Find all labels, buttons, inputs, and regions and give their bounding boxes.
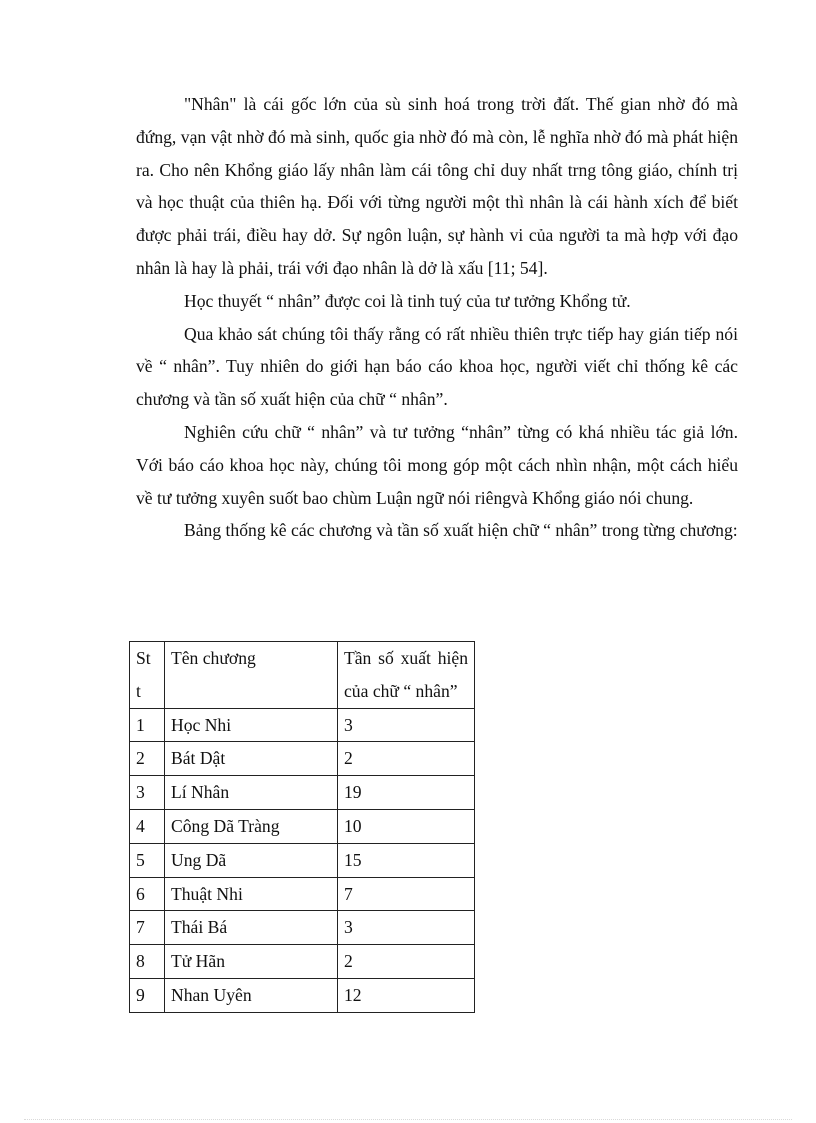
table-row [130, 843, 475, 877]
cell-frequency: 12 [338, 978, 475, 1012]
cell-stt: 1 [130, 708, 165, 742]
paragraph-hoc-thuyet: Học thuyết “ nhân” được coi là tinh tuý của tư tưởng Khổng tử. [184, 290, 631, 311]
table-row [130, 978, 475, 1012]
table-row [130, 776, 475, 810]
cell-stt: 3 [130, 776, 165, 810]
header-frequency: Tần số xuất hiện của chữ “ nhân” [338, 642, 475, 709]
table-row [130, 742, 475, 776]
cell-chapter: Học Nhi [165, 708, 338, 742]
cell-stt: 6 [130, 877, 165, 911]
table-row [130, 945, 475, 979]
cell-chapter: Nhan Uyên [165, 978, 338, 1012]
table-row [130, 911, 475, 945]
frequency-table [129, 641, 475, 1013]
cell-stt: 8 [130, 945, 165, 979]
cell-chapter: Bát Dật [165, 742, 338, 776]
cell-chapter: Thái Bá [165, 911, 338, 945]
cell-stt: 4 [130, 809, 165, 843]
table-row [130, 877, 475, 911]
cell-frequency: 19 [338, 776, 475, 810]
paragraph-table-caption: Bảng thống kê các chương và tần số xuất hiện chữ “ nhân” trong từng chương: [184, 520, 738, 541]
cell-chapter: Tử Hãn [165, 945, 338, 979]
table-header-row [130, 642, 475, 709]
cell-chapter: Công Dã Tràng [165, 809, 338, 843]
body-text [136, 88, 738, 547]
cell-frequency: 3 [338, 911, 475, 945]
cell-frequency: 10 [338, 809, 475, 843]
cell-stt: 7 [130, 911, 165, 945]
cell-frequency: 15 [338, 843, 475, 877]
cell-chapter: Thuật Nhi [165, 877, 338, 911]
cell-chapter: Ung Dã [165, 843, 338, 877]
header-chapter-name: Tên chương [165, 642, 338, 709]
cell-frequency: 3 [338, 708, 475, 742]
cell-frequency: 2 [338, 945, 475, 979]
paragraph-nghien-cuu: Nghiên cứu chữ “ nhân” và tư tưởng “nhân” từng có khá nhiều tác giả lớn. Với báo cáo khoa học này, chúng tôi mong góp một cách nhìn nhận, một cách hiểu về tư tưởng xuyên suốt bao chùm Luận ngữ nói riêngvà Khổng giáo nói chung. [136, 421, 738, 508]
cell-stt: 9 [130, 978, 165, 1012]
cell-frequency: 2 [338, 742, 475, 776]
cell-frequency: 7 [338, 877, 475, 911]
table-row [130, 708, 475, 742]
cell-stt: 5 [130, 843, 165, 877]
table-row [130, 809, 475, 843]
paragraph-khao-sat: Qua khảo sát chúng tôi thấy rằng có rất nhiều thiên trực tiếp hay gián tiếp nói về “ nhân”. Tuy nhiên do giới hạn báo cáo khoa học, người viết chỉ thống kê các chương và tần số xuất hiện của chữ “ nhân”. [136, 323, 738, 410]
paragraph-nhan-definition: "Nhân" là cái gốc lớn của sù sinh hoá trong trời đất. Thế gian nhờ đó mà đứng, vạn vật nhờ đó mà sinh, quốc gia nhờ đó mà còn, lễ nghĩa nhờ đó mà phát hiện ra. Cho nên Khổng giáo lấy nhân làm cái tông chỉ duy nhất trng tông giáo, chính trị và học thuật của thiên hạ. Đối với từng người một thì nhân là cái hành xích để biết được phải trái, điều hay dở. Sự ngôn luận, sự hành vi của người ta mà hợp với đạo nhân là hay là phải, trái với đạo nhân là dở là xấu [11; 54]. [136, 94, 738, 278]
page-bottom-divider [24, 1119, 792, 1120]
cell-chapter: Lí Nhân [165, 776, 338, 810]
cell-stt: 2 [130, 742, 165, 776]
header-stt: St t [130, 642, 165, 709]
